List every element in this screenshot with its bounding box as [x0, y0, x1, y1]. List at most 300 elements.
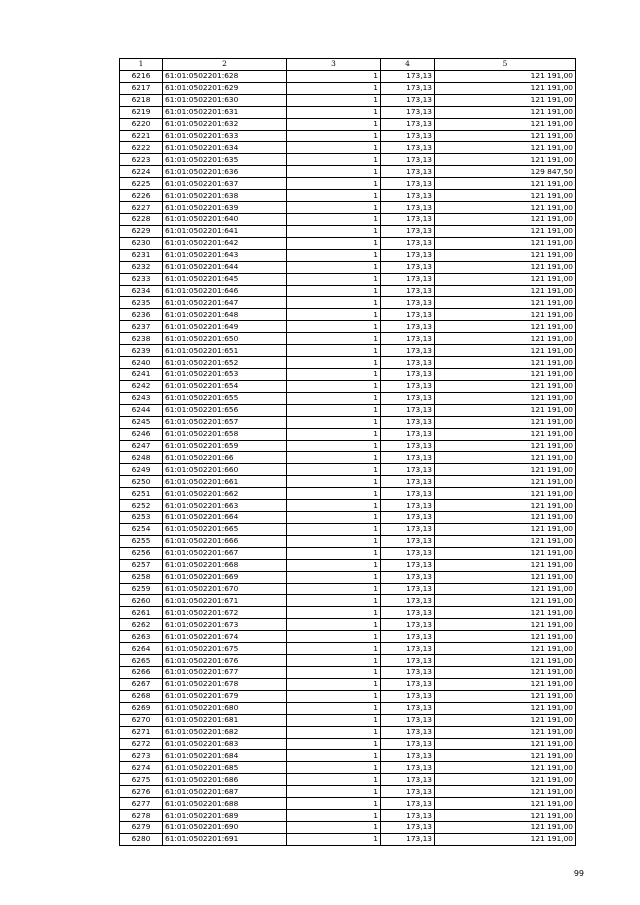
table-body	[120, 70, 576, 845]
value-cell: 121 191,00	[435, 440, 576, 452]
cadastral-number-cell: 61:01:0502201:669	[163, 571, 287, 583]
quantity-cell: 1	[287, 786, 381, 798]
area-cell: 173,13	[381, 655, 435, 667]
table-row	[120, 559, 576, 571]
area-cell: 173,13	[381, 476, 435, 488]
table-row	[120, 702, 576, 714]
value-cell: 129 847,50	[435, 166, 576, 178]
cadastral-number-cell: 61:01:0502201:648	[163, 309, 287, 321]
quantity-cell: 1	[287, 631, 381, 643]
table-row	[120, 667, 576, 679]
cadastral-number-cell: 61:01:0502201:629	[163, 82, 287, 94]
row-number-cell: 6269	[120, 702, 163, 714]
quantity-cell: 1	[287, 523, 381, 535]
quantity-cell: 1	[287, 190, 381, 202]
table-row	[120, 488, 576, 500]
value-cell: 121 191,00	[435, 368, 576, 380]
value-cell: 121 191,00	[435, 237, 576, 249]
cadastral-number-cell: 61:01:0502201:667	[163, 547, 287, 559]
quantity-cell: 1	[287, 249, 381, 261]
cadastral-number-cell: 61:01:0502201:690	[163, 822, 287, 834]
area-cell: 173,13	[381, 392, 435, 404]
cadastral-number-cell: 61:01:0502201:661	[163, 476, 287, 488]
page-number: 99	[573, 869, 584, 878]
row-number-cell: 6241	[120, 368, 163, 380]
cadastral-number-cell: 61:01:0502201:636	[163, 166, 287, 178]
area-cell: 173,13	[381, 249, 435, 261]
area-cell: 173,13	[381, 440, 435, 452]
cadastral-number-cell: 61:01:0502201:681	[163, 714, 287, 726]
table-row	[120, 583, 576, 595]
row-number-cell: 6273	[120, 750, 163, 762]
value-cell: 121 191,00	[435, 261, 576, 273]
row-number-cell: 6233	[120, 273, 163, 285]
table-row	[120, 512, 576, 524]
quantity-cell: 1	[287, 82, 381, 94]
table-row	[120, 154, 576, 166]
quantity-cell: 1	[287, 452, 381, 464]
area-cell: 173,13	[381, 750, 435, 762]
area-cell: 173,13	[381, 631, 435, 643]
table-row	[120, 428, 576, 440]
row-number-cell: 6225	[120, 178, 163, 190]
row-number-cell: 6280	[120, 833, 163, 845]
table-row	[120, 213, 576, 225]
area-cell: 173,13	[381, 261, 435, 273]
value-cell: 121 191,00	[435, 798, 576, 810]
table-row	[120, 225, 576, 237]
quantity-cell: 1	[287, 810, 381, 822]
column-header-4: 4	[381, 59, 435, 71]
area-cell: 173,13	[381, 738, 435, 750]
value-cell: 121 191,00	[435, 404, 576, 416]
area-cell: 173,13	[381, 726, 435, 738]
cadastral-number-cell: 61:01:0502201:658	[163, 428, 287, 440]
cadastral-number-cell: 61:01:0502201:677	[163, 667, 287, 679]
area-cell: 173,13	[381, 82, 435, 94]
value-cell: 121 191,00	[435, 428, 576, 440]
quantity-cell: 1	[287, 762, 381, 774]
area-cell: 173,13	[381, 94, 435, 106]
value-cell: 121 191,00	[435, 70, 576, 82]
cadastral-number-cell: 61:01:0502201:684	[163, 750, 287, 762]
cadastral-number-cell: 61:01:0502201:691	[163, 833, 287, 845]
quantity-cell: 1	[287, 357, 381, 369]
row-number-cell: 6240	[120, 357, 163, 369]
value-cell: 121 191,00	[435, 392, 576, 404]
cadastral-number-cell: 61:01:0502201:633	[163, 130, 287, 142]
row-number-cell: 6276	[120, 786, 163, 798]
cadastral-number-cell: 61:01:0502201:679	[163, 690, 287, 702]
cadastral-number-cell: 61:01:0502201:642	[163, 237, 287, 249]
area-cell: 173,13	[381, 142, 435, 154]
value-cell: 121 191,00	[435, 106, 576, 118]
quantity-cell: 1	[287, 333, 381, 345]
cadastral-number-cell: 61:01:0502201:630	[163, 94, 287, 106]
value-cell: 121 191,00	[435, 714, 576, 726]
table-row	[120, 130, 576, 142]
quantity-cell: 1	[287, 488, 381, 500]
quantity-cell: 1	[287, 118, 381, 130]
value-cell: 121 191,00	[435, 762, 576, 774]
cadastral-number-cell: 61:01:0502201:643	[163, 249, 287, 261]
quantity-cell: 1	[287, 750, 381, 762]
table-row	[120, 762, 576, 774]
row-number-cell: 6263	[120, 631, 163, 643]
quantity-cell: 1	[287, 368, 381, 380]
value-cell: 121 191,00	[435, 667, 576, 679]
quantity-cell: 1	[287, 726, 381, 738]
table-row	[120, 178, 576, 190]
table-row	[120, 643, 576, 655]
column-header-1: 1	[120, 59, 163, 71]
quantity-cell: 1	[287, 154, 381, 166]
table-row	[120, 523, 576, 535]
quantity-cell: 1	[287, 225, 381, 237]
row-number-cell: 6230	[120, 237, 163, 249]
area-cell: 173,13	[381, 70, 435, 82]
value-cell: 121 191,00	[435, 190, 576, 202]
area-cell: 173,13	[381, 822, 435, 834]
cadastral-number-cell: 61:01:0502201:685	[163, 762, 287, 774]
cadastral-number-cell: 61:01:0502201:632	[163, 118, 287, 130]
row-number-cell: 6235	[120, 297, 163, 309]
value-cell: 121 191,00	[435, 750, 576, 762]
value-cell: 121 191,00	[435, 547, 576, 559]
area-cell: 173,13	[381, 190, 435, 202]
row-number-cell: 6228	[120, 213, 163, 225]
cadastral-number-cell: 61:01:0502201:656	[163, 404, 287, 416]
row-number-cell: 6257	[120, 559, 163, 571]
cadastral-number-cell: 61:01:0502201:675	[163, 643, 287, 655]
quantity-cell: 1	[287, 273, 381, 285]
quantity-cell: 1	[287, 690, 381, 702]
row-number-cell: 6255	[120, 535, 163, 547]
value-cell: 121 191,00	[435, 380, 576, 392]
table-row	[120, 535, 576, 547]
area-cell: 173,13	[381, 643, 435, 655]
table-row	[120, 726, 576, 738]
table-row	[120, 190, 576, 202]
row-number-cell: 6229	[120, 225, 163, 237]
area-cell: 173,13	[381, 309, 435, 321]
cadastral-number-cell: 61:01:0502201:663	[163, 500, 287, 512]
area-cell: 173,13	[381, 154, 435, 166]
table-row	[120, 631, 576, 643]
cadastral-number-cell: 61:01:0502201:662	[163, 488, 287, 500]
value-cell: 121 191,00	[435, 357, 576, 369]
quantity-cell: 1	[287, 738, 381, 750]
area-cell: 173,13	[381, 202, 435, 214]
cadastral-number-cell: 61:01:0502201:674	[163, 631, 287, 643]
cadastral-number-cell: 61:01:0502201:671	[163, 595, 287, 607]
value-cell: 121 191,00	[435, 500, 576, 512]
quantity-cell: 1	[287, 655, 381, 667]
quantity-cell: 1	[287, 667, 381, 679]
cadastral-number-cell: 61:01:0502201:673	[163, 619, 287, 631]
area-cell: 173,13	[381, 500, 435, 512]
area-cell: 173,13	[381, 571, 435, 583]
table-row	[120, 500, 576, 512]
quantity-cell: 1	[287, 166, 381, 178]
quantity-cell: 1	[287, 798, 381, 810]
row-number-cell: 6249	[120, 464, 163, 476]
area-cell: 173,13	[381, 297, 435, 309]
quantity-cell: 1	[287, 833, 381, 845]
cadastral-number-cell: 61:01:0502201:659	[163, 440, 287, 452]
value-cell: 121 191,00	[435, 333, 576, 345]
value-cell: 121 191,00	[435, 822, 576, 834]
value-cell: 121 191,00	[435, 774, 576, 786]
quantity-cell: 1	[287, 595, 381, 607]
row-number-cell: 6268	[120, 690, 163, 702]
quantity-cell: 1	[287, 70, 381, 82]
row-number-cell: 6219	[120, 106, 163, 118]
row-number-cell: 6217	[120, 82, 163, 94]
value-cell: 121 191,00	[435, 178, 576, 190]
quantity-cell: 1	[287, 297, 381, 309]
value-cell: 121 191,00	[435, 202, 576, 214]
table-row	[120, 774, 576, 786]
area-cell: 173,13	[381, 178, 435, 190]
table-row	[120, 142, 576, 154]
quantity-cell: 1	[287, 714, 381, 726]
value-cell: 121 191,00	[435, 130, 576, 142]
table-row	[120, 166, 576, 178]
area-cell: 173,13	[381, 512, 435, 524]
cadastral-number-cell: 61:01:0502201:650	[163, 333, 287, 345]
cadastral-number-cell: 61:01:0502201:688	[163, 798, 287, 810]
table-row	[120, 786, 576, 798]
value-cell: 121 191,00	[435, 738, 576, 750]
cadastral-number-cell: 61:01:0502201:682	[163, 726, 287, 738]
row-number-cell: 6251	[120, 488, 163, 500]
area-cell: 173,13	[381, 464, 435, 476]
area-cell: 173,13	[381, 678, 435, 690]
row-number-cell: 6274	[120, 762, 163, 774]
value-cell: 121 191,00	[435, 118, 576, 130]
row-number-cell: 6277	[120, 798, 163, 810]
table-row	[120, 345, 576, 357]
area-cell: 173,13	[381, 166, 435, 178]
cadastral-number-cell: 61:01:0502201:641	[163, 225, 287, 237]
cadastral-number-cell: 61:01:0502201:668	[163, 559, 287, 571]
cadastral-number-cell: 61:01:0502201:687	[163, 786, 287, 798]
table-row	[120, 452, 576, 464]
quantity-cell: 1	[287, 822, 381, 834]
table-row	[120, 607, 576, 619]
area-cell: 173,13	[381, 583, 435, 595]
value-cell: 121 191,00	[435, 643, 576, 655]
table-row	[120, 118, 576, 130]
area-cell: 173,13	[381, 345, 435, 357]
cadastral-number-cell: 61:01:0502201:638	[163, 190, 287, 202]
table-row	[120, 690, 576, 702]
quantity-cell: 1	[287, 619, 381, 631]
quantity-cell: 1	[287, 392, 381, 404]
value-cell: 121 191,00	[435, 476, 576, 488]
area-cell: 173,13	[381, 225, 435, 237]
table-row	[120, 368, 576, 380]
row-number-cell: 6279	[120, 822, 163, 834]
value-cell: 121 191,00	[435, 416, 576, 428]
table-row	[120, 750, 576, 762]
cadastral-number-cell: 61:01:0502201:635	[163, 154, 287, 166]
row-number-cell: 6227	[120, 202, 163, 214]
table-row	[120, 297, 576, 309]
data-table	[119, 58, 576, 846]
row-number-cell: 6220	[120, 118, 163, 130]
table-row	[120, 810, 576, 822]
area-cell: 173,13	[381, 774, 435, 786]
cadastral-number-cell: 61:01:0502201:689	[163, 810, 287, 822]
cadastral-number-cell: 61:01:0502201:657	[163, 416, 287, 428]
area-cell: 173,13	[381, 607, 435, 619]
table-row	[120, 357, 576, 369]
quantity-cell: 1	[287, 440, 381, 452]
row-number-cell: 6254	[120, 523, 163, 535]
row-number-cell: 6271	[120, 726, 163, 738]
value-cell: 121 191,00	[435, 833, 576, 845]
table-row	[120, 571, 576, 583]
quantity-cell: 1	[287, 416, 381, 428]
cadastral-number-cell: 61:01:0502201:639	[163, 202, 287, 214]
value-cell: 121 191,00	[435, 726, 576, 738]
table-row	[120, 249, 576, 261]
row-number-cell: 6250	[120, 476, 163, 488]
area-cell: 173,13	[381, 595, 435, 607]
table-row	[120, 595, 576, 607]
cadastral-number-cell: 61:01:0502201:670	[163, 583, 287, 595]
quantity-cell: 1	[287, 583, 381, 595]
value-cell: 121 191,00	[435, 607, 576, 619]
quantity-cell: 1	[287, 380, 381, 392]
row-number-cell: 6256	[120, 547, 163, 559]
quantity-cell: 1	[287, 774, 381, 786]
area-cell: 173,13	[381, 237, 435, 249]
row-number-cell: 6244	[120, 404, 163, 416]
table-row	[120, 464, 576, 476]
value-cell: 121 191,00	[435, 249, 576, 261]
cadastral-number-cell: 61:01:0502201:647	[163, 297, 287, 309]
row-number-cell: 6248	[120, 452, 163, 464]
table-row	[120, 380, 576, 392]
row-number-cell: 6237	[120, 321, 163, 333]
quantity-cell: 1	[287, 106, 381, 118]
value-cell: 121 191,00	[435, 464, 576, 476]
area-cell: 173,13	[381, 810, 435, 822]
row-number-cell: 6266	[120, 667, 163, 679]
table-row	[120, 738, 576, 750]
table-row	[120, 70, 576, 82]
value-cell: 121 191,00	[435, 94, 576, 106]
cadastral-number-cell: 61:01:0502201:654	[163, 380, 287, 392]
value-cell: 121 191,00	[435, 488, 576, 500]
row-number-cell: 6232	[120, 261, 163, 273]
value-cell: 121 191,00	[435, 595, 576, 607]
table-row	[120, 261, 576, 273]
quantity-cell: 1	[287, 261, 381, 273]
table-row	[120, 285, 576, 297]
table-row	[120, 416, 576, 428]
value-cell: 121 191,00	[435, 631, 576, 643]
value-cell: 121 191,00	[435, 273, 576, 285]
area-cell: 173,13	[381, 416, 435, 428]
value-cell: 121 191,00	[435, 535, 576, 547]
quantity-cell: 1	[287, 178, 381, 190]
row-number-cell: 6226	[120, 190, 163, 202]
cadastral-number-cell: 61:01:0502201:66	[163, 452, 287, 464]
quantity-cell: 1	[287, 285, 381, 297]
quantity-cell: 1	[287, 428, 381, 440]
quantity-cell: 1	[287, 547, 381, 559]
row-number-cell: 6275	[120, 774, 163, 786]
value-cell: 121 191,00	[435, 512, 576, 524]
area-cell: 173,13	[381, 380, 435, 392]
quantity-cell: 1	[287, 476, 381, 488]
cadastral-number-cell: 61:01:0502201:640	[163, 213, 287, 225]
area-cell: 173,13	[381, 428, 435, 440]
cadastral-number-cell: 61:01:0502201:645	[163, 273, 287, 285]
value-cell: 121 191,00	[435, 690, 576, 702]
table-row	[120, 404, 576, 416]
quantity-cell: 1	[287, 643, 381, 655]
area-cell: 173,13	[381, 404, 435, 416]
quantity-cell: 1	[287, 559, 381, 571]
quantity-cell: 1	[287, 535, 381, 547]
area-cell: 173,13	[381, 273, 435, 285]
row-number-cell: 6223	[120, 154, 163, 166]
cadastral-number-cell: 61:01:0502201:651	[163, 345, 287, 357]
table-row	[120, 619, 576, 631]
row-number-cell: 6272	[120, 738, 163, 750]
row-number-cell: 6259	[120, 583, 163, 595]
quantity-cell: 1	[287, 571, 381, 583]
table-row	[120, 547, 576, 559]
area-cell: 173,13	[381, 619, 435, 631]
quantity-cell: 1	[287, 309, 381, 321]
value-cell: 121 191,00	[435, 82, 576, 94]
area-cell: 173,13	[381, 535, 435, 547]
value-cell: 121 191,00	[435, 523, 576, 535]
table-row	[120, 678, 576, 690]
cadastral-number-cell: 61:01:0502201:652	[163, 357, 287, 369]
cadastral-number-cell: 61:01:0502201:646	[163, 285, 287, 297]
table-row	[120, 798, 576, 810]
cadastral-number-cell: 61:01:0502201:678	[163, 678, 287, 690]
table-row	[120, 833, 576, 845]
area-cell: 173,13	[381, 357, 435, 369]
quantity-cell: 1	[287, 213, 381, 225]
area-cell: 173,13	[381, 833, 435, 845]
table-row	[120, 440, 576, 452]
area-cell: 173,13	[381, 798, 435, 810]
table-row	[120, 392, 576, 404]
row-number-cell: 6265	[120, 655, 163, 667]
cadastral-number-cell: 61:01:0502201:680	[163, 702, 287, 714]
quantity-cell: 1	[287, 321, 381, 333]
value-cell: 121 191,00	[435, 297, 576, 309]
row-number-cell: 6231	[120, 249, 163, 261]
value-cell: 121 191,00	[435, 213, 576, 225]
row-number-cell: 6222	[120, 142, 163, 154]
cadastral-number-cell: 61:01:0502201:676	[163, 655, 287, 667]
row-number-cell: 6264	[120, 643, 163, 655]
quantity-cell: 1	[287, 464, 381, 476]
quantity-cell: 1	[287, 237, 381, 249]
area-cell: 173,13	[381, 321, 435, 333]
row-number-cell: 6218	[120, 94, 163, 106]
